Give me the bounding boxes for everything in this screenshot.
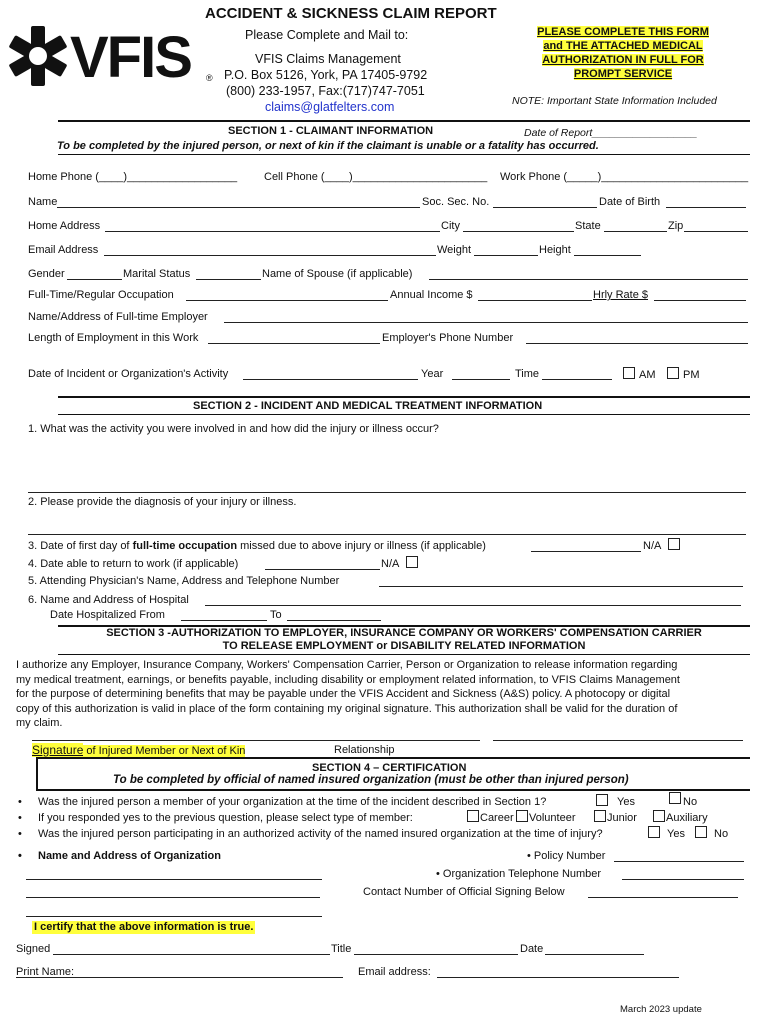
year-label: Year <box>421 368 444 380</box>
name-field[interactable] <box>57 207 420 208</box>
annual-income-label: Annual Income $ <box>390 289 473 301</box>
activity-no-checkbox[interactable] <box>695 826 707 838</box>
hrly-rate-label: Hrly Rate $ <box>593 289 649 301</box>
answer-2-line <box>28 534 746 535</box>
cert-question-3: Was the injured person participating in an authorized activity of the named insured organization at the time of injury? <box>38 828 603 840</box>
signature-label <box>32 744 245 758</box>
signed-label: Signed <box>16 943 51 955</box>
authorization-line-2: my medical treatment, earnings, or benefits payable, including disability or employment related information, to VFIS Claims Management <box>16 673 680 686</box>
spouse-label: Name of Spouse (if applicable) <box>262 268 413 280</box>
email-address-cert-field[interactable] <box>437 977 679 978</box>
weight-label: Weight <box>437 244 472 256</box>
home-phone-field[interactable]: Home Phone (____)__________________ <box>28 171 238 183</box>
state-note: NOTE: Important State Information Included <box>512 95 717 107</box>
section3-title <box>58 627 750 653</box>
time-field[interactable] <box>542 379 612 380</box>
work-phone-field[interactable]: Work Phone (_____)________________________ <box>500 171 749 183</box>
email-address-cert-label: Email address: <box>358 966 431 978</box>
cert-question-1: Was the injured person a member of your organization at the time of the incident described in Section 1? <box>38 796 547 808</box>
career-checkbox[interactable] <box>467 810 479 822</box>
member-no-label: No <box>683 796 698 808</box>
email-address-field[interactable] <box>104 255 436 256</box>
annual-income-field[interactable] <box>478 300 592 301</box>
question-4: 4. Date able to return to work (if applicable) <box>28 558 239 570</box>
contact-number-field[interactable] <box>588 897 738 898</box>
member-yes-checkbox[interactable] <box>596 794 608 806</box>
length-employment-field[interactable] <box>208 343 380 344</box>
answer-1-line <box>28 492 746 493</box>
header-rule <box>58 120 750 122</box>
occupation-field[interactable] <box>186 300 388 301</box>
volunteer-checkbox[interactable] <box>516 810 528 822</box>
signature-rest: of Injured Member or Next of Kin <box>83 745 246 757</box>
org-name-address-label: Name and Address of Organization <box>38 850 221 862</box>
auxiliary-checkbox[interactable] <box>653 810 665 822</box>
occupation-label: Full-Time/Regular Occupation <box>28 289 174 301</box>
member-yes-label: Yes <box>617 796 635 808</box>
org-address-line-2[interactable] <box>26 897 320 898</box>
bullet-2: • <box>18 812 22 824</box>
home-address-label: Home Address <box>28 220 101 232</box>
section4-title: SECTION 4 – CERTIFICATION <box>312 762 467 774</box>
state-field[interactable] <box>604 231 667 232</box>
section1-subtitle: To be completed by the injured person, or next of kin if the claimant is unable or a fatality has occurred. <box>57 140 599 152</box>
star-of-life-icon <box>6 24 70 88</box>
am-checkbox[interactable] <box>623 367 635 379</box>
activity-yes-label: Yes <box>667 828 685 840</box>
city-field[interactable] <box>463 231 574 232</box>
am-label: AM <box>639 369 656 381</box>
question-6: 6. Name and Address of Hospital <box>28 594 189 606</box>
cert-question-2: If you responded yes to the previous question, please select type of member: <box>38 812 413 824</box>
ssn-label: Soc. Sec. No. <box>422 196 490 208</box>
section2-title: SECTION 2 - INCIDENT AND MEDICAL TREATMENT INFORMATION <box>193 400 543 412</box>
question-3-field[interactable] <box>531 551 641 552</box>
date-hospitalized-label: Date Hospitalized From <box>50 609 165 621</box>
authorization-line-5: my claim. <box>16 717 63 729</box>
email-address-label: Email Address <box>28 244 99 256</box>
dob-label: Date of Birth <box>599 196 661 208</box>
vfis-logo <box>6 24 216 88</box>
certify-statement: I certify that the above information is true. <box>34 921 254 933</box>
home-address-field[interactable] <box>105 231 440 232</box>
question-5-field[interactable] <box>379 586 743 587</box>
org-phone: (800) 233-1957, Fax:(717)747-7051 <box>226 84 425 98</box>
question-1: 1. What was the activity you were involved in and how did the injury or illness occur? <box>28 423 439 435</box>
volunteer-label: Volunteer <box>529 812 576 824</box>
junior-checkbox[interactable] <box>594 810 606 822</box>
state-label: State <box>575 220 601 232</box>
employer-field[interactable] <box>224 322 748 323</box>
section3-rule-bottom <box>58 654 750 655</box>
date-incident-label: Date of Incident or Organization's Activity <box>28 368 229 380</box>
date-incident-field[interactable] <box>243 379 418 380</box>
section1-rule <box>58 154 750 155</box>
authorization-line-1: I authorize any Employer, Insurance Company, Workers' Compensation Carrier, Person or Organization to release information regarding <box>16 659 678 671</box>
junior-label: Junior <box>607 812 637 824</box>
activity-no-label: No <box>714 828 729 840</box>
city-label: City <box>441 220 460 232</box>
length-employment-label: Length of Employment in this Work <box>28 332 199 344</box>
answer-1-area[interactable] <box>28 438 746 492</box>
policy-number-field[interactable] <box>614 861 744 862</box>
employer-label: Name/Address of Full-time Employer <box>28 311 208 323</box>
section3-title-line-2: TO RELEASE EMPLOYMENT or DISABILITY RELATED INFORMATION <box>222 640 586 652</box>
zip-field[interactable] <box>684 231 748 232</box>
member-no-checkbox[interactable] <box>669 792 681 804</box>
hospitalized-to-field[interactable] <box>287 620 381 621</box>
hospitalized-from-field[interactable] <box>181 620 267 621</box>
marital-field[interactable] <box>196 279 261 280</box>
marital-label: Marital Status <box>123 268 191 280</box>
height-field[interactable] <box>574 255 641 256</box>
section1-title: SECTION 1 - CLAIMANT INFORMATION <box>228 125 434 137</box>
notice-line-2: and THE ATTACHED MEDICAL <box>543 40 703 52</box>
name-label: Name <box>28 196 58 208</box>
contact-number-label: Contact Number of Official Signing Below <box>363 886 565 898</box>
date-label: Date <box>520 943 544 955</box>
org-email[interactable]: claims@glatfelters.com <box>265 100 395 114</box>
title-label: Title <box>331 943 352 955</box>
form-title: ACCIDENT & SICKNESS CLAIM REPORT <box>205 5 497 22</box>
time-label: Time <box>515 368 540 380</box>
print-name-field[interactable] <box>16 977 343 978</box>
question-4-na: N/A <box>381 558 400 570</box>
org-address-line-3[interactable] <box>26 916 322 917</box>
pm-label: PM <box>683 369 700 381</box>
relationship-label: Relationship <box>334 744 395 756</box>
height-label: Height <box>539 244 571 256</box>
signed-field[interactable] <box>53 954 330 955</box>
policy-number-label: • Policy Number <box>527 850 606 862</box>
question-3-bold: full-time occupation <box>132 540 238 552</box>
date-field[interactable] <box>545 954 644 955</box>
bullet-4: • <box>18 850 22 862</box>
answer-2-area[interactable] <box>28 510 746 534</box>
pm-checkbox[interactable] <box>667 367 679 379</box>
signature-field[interactable] <box>32 740 480 741</box>
org-address: P.O. Box 5126, York, PA 17405-9792 <box>224 68 428 82</box>
signature-word: Signature <box>32 743 84 757</box>
question-3-na: N/A <box>643 540 662 552</box>
title-field[interactable] <box>354 954 518 955</box>
hrly-rate-field[interactable] <box>654 300 746 301</box>
question-3-na-checkbox[interactable] <box>668 538 680 550</box>
question-3-post: missed due to above injury or illness (if applicable) <box>237 540 486 552</box>
cell-phone-field[interactable]: Cell Phone (____)______________________ <box>264 171 488 183</box>
question-2: 2. Please provide the diagnosis of your injury or illness. <box>28 496 297 508</box>
authorization-line-4: copy of this authorization is valid in place of the form containing my original signature. This authorization shall be valid for the duration of <box>16 702 678 715</box>
footer-update: March 2023 update <box>620 1004 702 1015</box>
dob-field[interactable] <box>666 207 746 208</box>
authorization-text <box>16 658 751 731</box>
spouse-field[interactable] <box>429 279 748 280</box>
auxiliary-label: Auxiliary <box>666 812 708 824</box>
question-5: 5. Attending Physician's Name, Address and Telephone Number <box>28 575 340 587</box>
weight-field[interactable] <box>474 255 538 256</box>
question-3-pre: 3. Date of first day of <box>28 540 133 552</box>
org-phone-field[interactable] <box>622 879 744 880</box>
year-field[interactable] <box>452 379 510 380</box>
date-of-report[interactable]: Date of Report__________________ <box>524 127 698 139</box>
notice-line-3: AUTHORIZATION IN FULL FOR <box>542 54 704 66</box>
ssn-field[interactable] <box>493 207 597 208</box>
org-name: VFIS Claims Management <box>255 52 401 66</box>
org-phone-label: • Organization Telephone Number <box>436 868 602 880</box>
notice-box <box>518 25 728 81</box>
question-3 <box>28 540 486 553</box>
authorization-line-3: for the purpose of determining benefits that may be payable under the VFIS Accident and Sickness (A&S) policy. A photocopy or digital <box>16 688 671 700</box>
question-6-field[interactable] <box>205 605 741 606</box>
hospitalized-to-label: To <box>270 609 282 621</box>
notice-line-1: PLEASE COMPLETE THIS FORM <box>537 26 709 38</box>
mail-to: Please Complete and Mail to: <box>245 28 409 42</box>
relationship-field[interactable] <box>493 740 743 741</box>
bullet-1: • <box>18 796 22 808</box>
career-label: Career <box>480 812 514 824</box>
bullet-3: • <box>18 828 22 840</box>
org-address-line-1[interactable] <box>26 879 322 880</box>
print-name-label: Print Name: <box>16 966 75 978</box>
question-4-field[interactable] <box>265 569 380 570</box>
section2-rule-bottom <box>58 414 750 415</box>
logo-text: VFIS <box>70 25 191 90</box>
section2-rule-top <box>58 396 750 398</box>
section3-title-line-1: SECTION 3 -AUTHORIZATION TO EMPLOYER, INSURANCE COMPANY OR WORKERS' COMPENSATION CARRIER <box>106 627 702 639</box>
logo-registered: ® <box>206 73 213 83</box>
activity-yes-checkbox[interactable] <box>648 826 660 838</box>
zip-label: Zip <box>668 220 684 232</box>
question-4-na-checkbox[interactable] <box>406 556 418 568</box>
section4-subtitle: To be completed by official of named insured organization (must be other than injured person) <box>113 774 629 786</box>
employer-phone-label: Employer's Phone Number <box>382 332 514 344</box>
employer-phone-field[interactable] <box>526 343 748 344</box>
gender-label: Gender <box>28 268 65 280</box>
gender-field[interactable] <box>67 279 122 280</box>
notice-line-4: PROMPT SERVICE <box>573 68 673 80</box>
